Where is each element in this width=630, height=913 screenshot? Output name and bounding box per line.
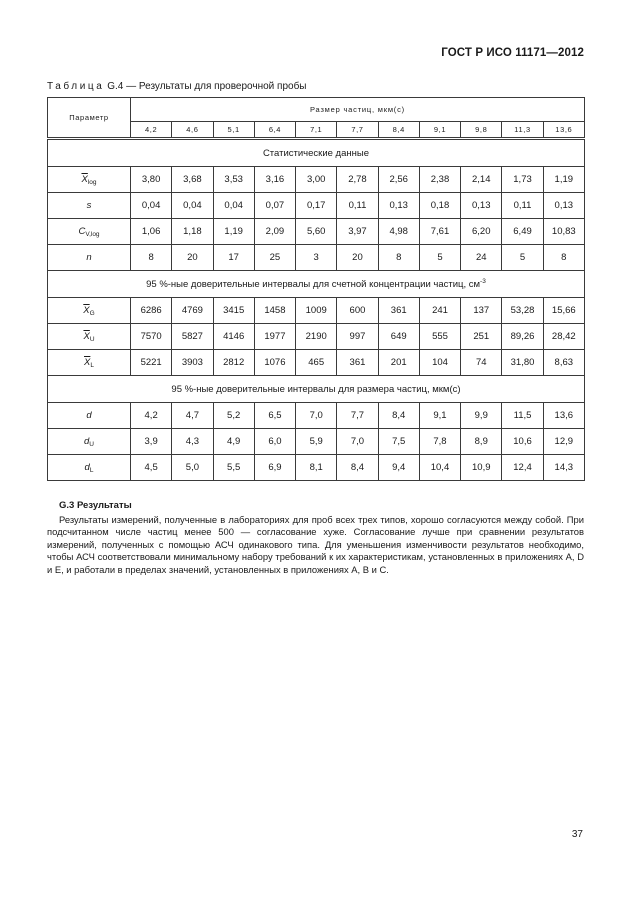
table-cell: 3,53 (213, 167, 254, 193)
table-cell: 2,78 (337, 167, 378, 193)
param-column-header: Параметр (48, 98, 131, 139)
table-cell: 1,73 (502, 167, 543, 193)
row-label (48, 245, 131, 271)
table-cell: 7570 (131, 324, 172, 350)
table-cell: 15,66 (543, 298, 584, 324)
table-cell: 31,80 (502, 350, 543, 376)
table-cell: 4146 (213, 324, 254, 350)
table-cell: 2,56 (378, 167, 419, 193)
table-cell: 361 (337, 350, 378, 376)
concentration-rows (48, 298, 585, 376)
row-label (48, 193, 131, 219)
table-cell: 5,2 (213, 403, 254, 429)
table-cell: 0,04 (131, 193, 172, 219)
table-cell: 361 (378, 298, 419, 324)
table-cell: 8,9 (461, 429, 502, 455)
row-label-symbol: d (84, 435, 90, 447)
size-header-cell: 7,7 (337, 122, 378, 139)
table-cell: 4769 (172, 298, 213, 324)
table-cell: 4,3 (172, 429, 213, 455)
row-label-symbol: C (78, 225, 86, 237)
table-row (48, 350, 585, 376)
table-cell: 7,8 (419, 429, 460, 455)
table-cell: 8,4 (337, 455, 378, 481)
table-cell: 13,6 (543, 403, 584, 429)
table-cell: 3,80 (131, 167, 172, 193)
table-cell: 0,17 (296, 193, 337, 219)
table-cell: 5827 (172, 324, 213, 350)
table-row (48, 455, 585, 481)
table-cell: 3,16 (254, 167, 295, 193)
table-caption-title: G.4 — Результаты для проверочной пробы (104, 81, 307, 92)
size-header-cell: 4,2 (131, 122, 172, 139)
table-cell: 104 (419, 350, 460, 376)
table-cell: 10,9 (461, 455, 502, 481)
table-cell: 7,0 (296, 403, 337, 429)
table-cell: 7,7 (337, 403, 378, 429)
table-cell: 4,9 (213, 429, 254, 455)
table-cell: 7,0 (337, 429, 378, 455)
table-cell: 0,13 (378, 193, 419, 219)
table-cell: 0,13 (543, 193, 584, 219)
table-cell: 10,83 (543, 219, 584, 245)
table-cell: 10,6 (502, 429, 543, 455)
row-label (48, 167, 131, 193)
table-cell: 7,61 (419, 219, 460, 245)
table-cell: 5221 (131, 350, 172, 376)
section-title-concentration-text: 95 %-ные доверительные интервалы для счетной концентрации частиц, см (146, 279, 481, 290)
table-cell: 649 (378, 324, 419, 350)
table-cell: 12,9 (543, 429, 584, 455)
table-cell: 7,5 (378, 429, 419, 455)
table-cell: 3 (296, 245, 337, 271)
size-header-cell: 9,8 (461, 122, 502, 139)
size-header-cell: 4,6 (172, 122, 213, 139)
table-cell: 53,28 (502, 298, 543, 324)
row-label-symbol: d (84, 461, 90, 473)
table-cell: 3,68 (172, 167, 213, 193)
statistics-rows (48, 167, 585, 271)
table-cell: 14,3 (543, 455, 584, 481)
table-row (48, 324, 585, 350)
table-row (48, 219, 585, 245)
section-paragraph: Результаты измерений, полученные в лабораториях для проб всех трех типов, хорошо согласуются между собой. При подсчитанном числе частиц менее 500 — согласование хуже. Согласование лучше при сравнении результатов измерений, полученных с помощью АСЧ одинакового типа. Для уменьшения изменчивости результатов необходимо, чтобы АСЧ соответствовали минимальному набору требований к их характеристикам, установленных в приложениях A, D и E, и работали в пределах значений, установленных в приложениях А, В и С. (47, 513, 584, 575)
table-cell: 1009 (296, 298, 337, 324)
table-row (48, 403, 585, 429)
table-cell: 1,19 (213, 219, 254, 245)
table-cell: 6286 (131, 298, 172, 324)
table-cell: 0,11 (502, 193, 543, 219)
table-cell: 9,4 (378, 455, 419, 481)
table-cell: 8 (131, 245, 172, 271)
table-cell: 465 (296, 350, 337, 376)
section-title-statistics: Статистические данные (48, 139, 585, 167)
table-cell: 3,97 (337, 219, 378, 245)
table-cell: 5,5 (213, 455, 254, 481)
table-cell: 6,9 (254, 455, 295, 481)
table-row (48, 429, 585, 455)
table-cell: 1,06 (131, 219, 172, 245)
row-label (48, 429, 131, 455)
table-cell: 28,42 (543, 324, 584, 350)
table-cell: 997 (337, 324, 378, 350)
table-cell: 0,04 (213, 193, 254, 219)
table-caption-word: Таблица (47, 81, 105, 92)
table-cell: 8 (543, 245, 584, 271)
table-cell: 4,98 (378, 219, 419, 245)
table-cell: 11,5 (502, 403, 543, 429)
table-cell: 4,2 (131, 403, 172, 429)
table-cell: 20 (172, 245, 213, 271)
section-title-concentration-exponent: -3 (480, 278, 486, 285)
table-cell: 3903 (172, 350, 213, 376)
section-title-size-intervals: 95 %-ные доверительные интервалы для размера частиц, мкм(с) (48, 376, 585, 403)
row-label (48, 324, 131, 350)
table-cell: 6,0 (254, 429, 295, 455)
row-label-subscript: L (90, 361, 94, 369)
table-cell: 5 (419, 245, 460, 271)
table-cell: 5,60 (296, 219, 337, 245)
table-cell: 600 (337, 298, 378, 324)
size-header-cell: 6,4 (254, 122, 295, 139)
table-cell: 24 (461, 245, 502, 271)
size-header-cell: 13,6 (543, 122, 584, 139)
table-cell: 241 (419, 298, 460, 324)
row-label (48, 298, 131, 324)
table-cell: 25 (254, 245, 295, 271)
row-label-subscript: V,log (85, 230, 100, 238)
size-column-header: Размер частиц, мкм(с) (131, 98, 585, 122)
table-cell: 0,11 (337, 193, 378, 219)
table-row (48, 298, 585, 324)
table-cell: 2,09 (254, 219, 295, 245)
table-cell: 9,1 (419, 403, 460, 429)
row-label (48, 403, 131, 429)
table-cell: 20 (337, 245, 378, 271)
table-cell: 8,63 (543, 350, 584, 376)
row-label-subscript: U (89, 335, 95, 343)
table-row (48, 245, 585, 271)
table-cell: 5 (502, 245, 543, 271)
table-caption (47, 81, 307, 92)
table-cell: 6,5 (254, 403, 295, 429)
size-header-cell: 8,4 (378, 122, 419, 139)
table-cell: 74 (461, 350, 502, 376)
table-cell: 0,18 (419, 193, 460, 219)
results-table (47, 97, 585, 481)
table-cell: 8,1 (296, 455, 337, 481)
size-header-cell: 9,1 (419, 122, 460, 139)
table-cell: 2,38 (419, 167, 460, 193)
table-cell: 2,14 (461, 167, 502, 193)
table-cell: 17 (213, 245, 254, 271)
size-header-cell: 11,3 (502, 122, 543, 139)
table-cell: 3415 (213, 298, 254, 324)
row-label-symbol: s (86, 200, 92, 211)
table-cell: 2812 (213, 350, 254, 376)
row-label-symbol: n (86, 252, 92, 263)
table-cell: 0,04 (172, 193, 213, 219)
table-cell: 1458 (254, 298, 295, 324)
table-cell: 251 (461, 324, 502, 350)
table-cell: 3,00 (296, 167, 337, 193)
size-interval-rows (48, 403, 585, 481)
table-cell: 2190 (296, 324, 337, 350)
size-header-cell: 7,1 (296, 122, 337, 139)
row-label-symbol: $\overline{X}$ (83, 304, 90, 316)
table-cell: 12,4 (502, 455, 543, 481)
table-cell: 1977 (254, 324, 295, 350)
table-row (48, 167, 585, 193)
table-cell: 0,13 (461, 193, 502, 219)
table-cell: 0,07 (254, 193, 295, 219)
page-number: 37 (571, 829, 583, 840)
table-row (48, 193, 585, 219)
table-cell: 6,49 (502, 219, 543, 245)
table-cell: 8 (378, 245, 419, 271)
table-cell: 201 (378, 350, 419, 376)
document-id: ГОСТ Р ИСО 11171—2012 (441, 47, 584, 59)
row-label-subscript: G (89, 309, 95, 317)
table-cell: 137 (461, 298, 502, 324)
table-cell: 6,20 (461, 219, 502, 245)
table-cell: 4,7 (172, 403, 213, 429)
table-cell: 4,5 (131, 455, 172, 481)
row-label-symbol: $\overline{X}$ (81, 173, 88, 185)
table-cell: 5,9 (296, 429, 337, 455)
row-label-subscript: L (89, 466, 94, 474)
row-label-subscript: log (87, 178, 97, 186)
row-label-symbol: d (86, 410, 92, 421)
section-title-concentration (48, 271, 585, 298)
row-label (48, 219, 131, 245)
table-cell: 8,4 (378, 403, 419, 429)
table-cell: 1,19 (543, 167, 584, 193)
row-label-symbol: $\overline{X}$ (83, 330, 90, 342)
row-label-symbol: $\overline{X}$ (84, 356, 91, 368)
row-label-subscript: U (89, 440, 94, 448)
table-cell: 3,9 (131, 429, 172, 455)
row-label (48, 350, 131, 376)
size-header-cell: 5,1 (213, 122, 254, 139)
table-cell: 555 (419, 324, 460, 350)
section-heading: G.3 Результаты (59, 500, 132, 511)
results-section (47, 500, 584, 577)
table-cell: 10,4 (419, 455, 460, 481)
row-label (48, 455, 131, 481)
table-cell: 1,18 (172, 219, 213, 245)
table-cell: 5,0 (172, 455, 213, 481)
table-cell: 9,9 (461, 403, 502, 429)
table-cell: 89,26 (502, 324, 543, 350)
table-cell: 1076 (254, 350, 295, 376)
